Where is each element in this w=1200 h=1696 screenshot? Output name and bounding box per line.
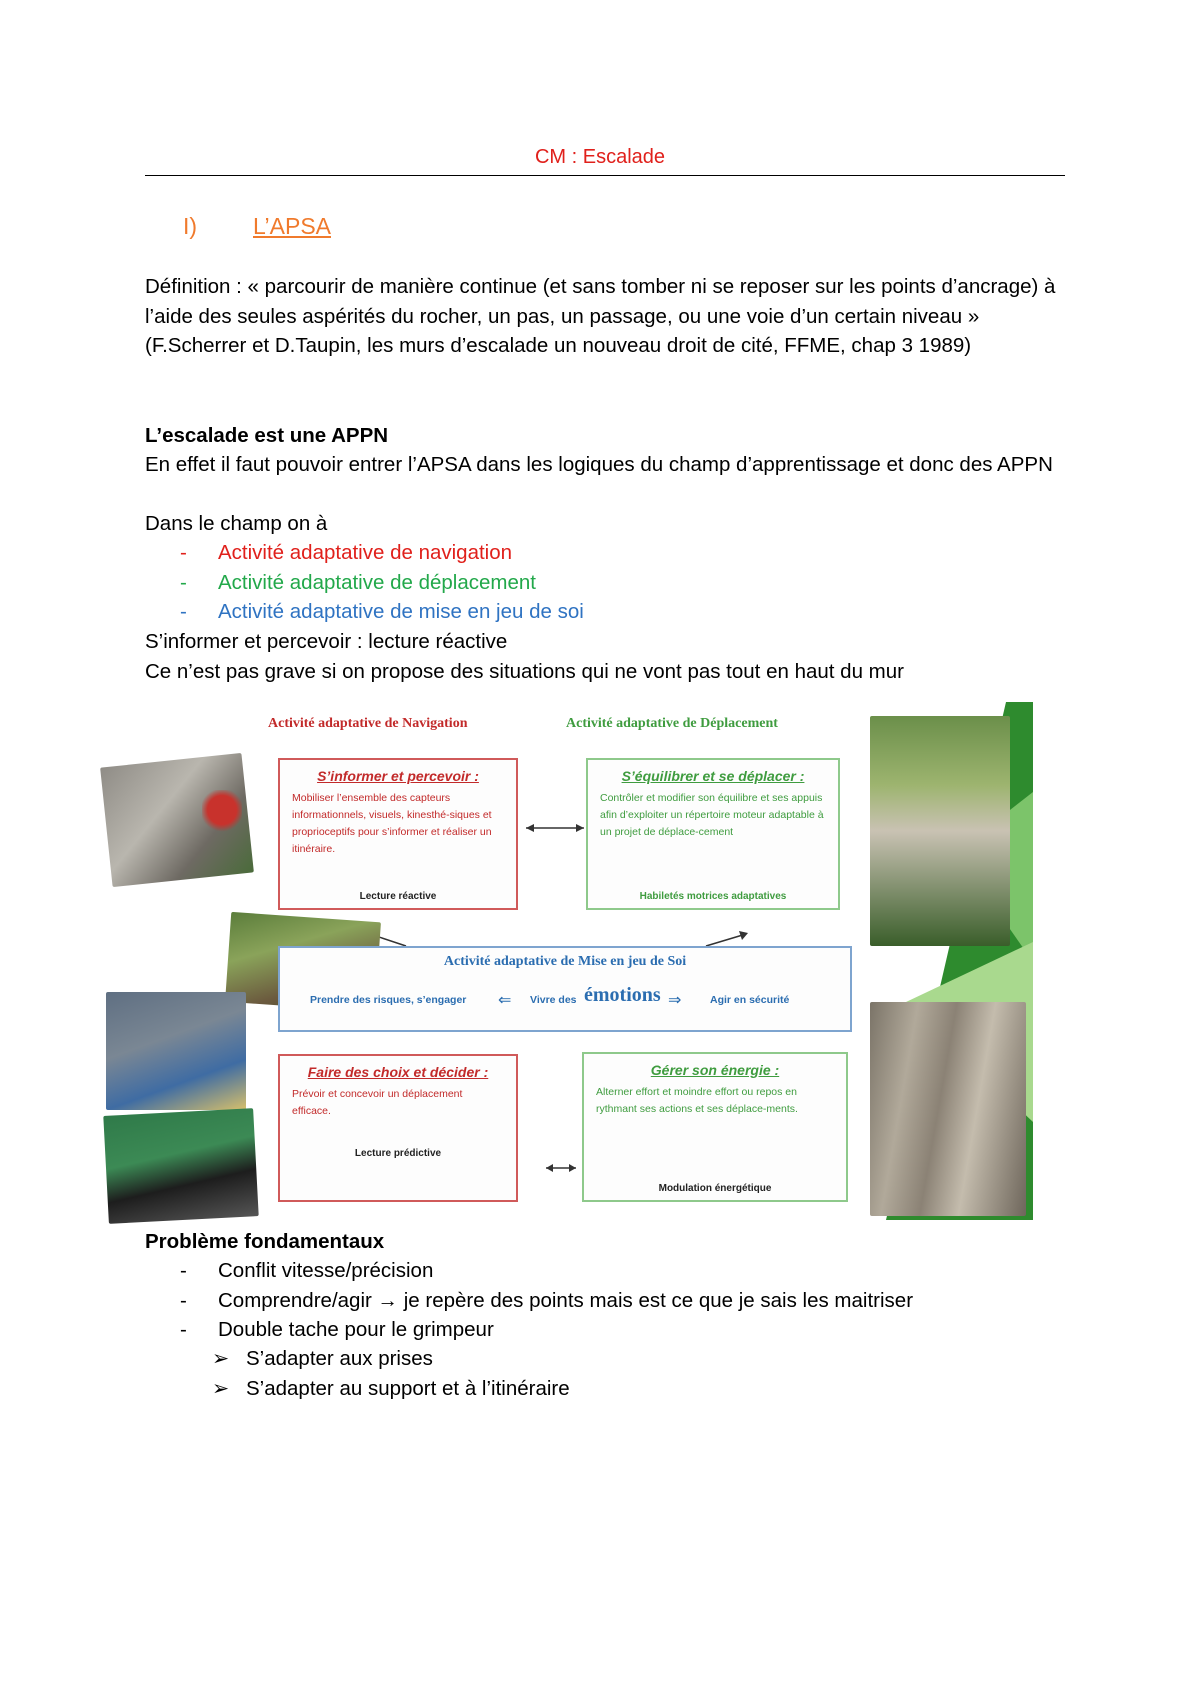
section-heading	[183, 213, 331, 240]
box-title: S’informer et percevoir :	[317, 768, 479, 784]
box-body: Contrôler et modifier son équilibre et ses appuis afin d’exploiter un répertoire moteur adaptable à un projet de déplace-cement	[600, 792, 824, 838]
box-title: Gérer son énergie :	[650, 1062, 780, 1078]
definition-paragraph: Définition : « parcourir de manière continue (et sans tomber ni se reposer sur les points d’ancrage) à l’aide des seules aspérités du rocher, un pas, un passage, ou une voie d’un certain niveau » (F.Scherrer et D.Taupin, les murs d’escalade un nouveau droit de cité, FFME, chap 3 1989)	[145, 275, 1056, 357]
activity-navigation: Activité adaptative de navigation	[218, 541, 513, 564]
problem-item: Comprendre/agir → je repère des points mais est ce que je sais les maitriser	[218, 1288, 914, 1312]
activity-list	[180, 538, 584, 627]
box-sequilibrer	[586, 758, 840, 910]
list-item: - Activité adaptative de mise en jeu de soi	[180, 600, 584, 623]
center-title: Activité adaptative de Mise en jeu de Soi	[443, 954, 687, 969]
arrow-left-icon: ⇐	[498, 992, 512, 1009]
head-deplacement: Activité adaptative de Déplacement	[566, 716, 778, 731]
center-right: Agir en sécurité	[710, 994, 790, 1006]
header-divider	[145, 175, 1065, 176]
box-sinformer	[278, 758, 518, 910]
box-gerer-energie	[582, 1052, 848, 1202]
box-mise-en-jeu	[278, 946, 852, 1032]
appn-line-2: Dans le champ on à	[145, 512, 328, 535]
appn-line-4: Ce n’est pas grave si on propose des situations qui ne vont pas tout en haut du mur	[145, 660, 904, 683]
head-navigation: Activité adaptative de Navigation	[268, 716, 468, 731]
list-item: - Double tache pour le grimpeur	[180, 1318, 494, 1341]
arrow-up-right	[706, 934, 746, 946]
list-item	[212, 1374, 570, 1404]
center-mid-pre: Vivre des	[530, 994, 577, 1006]
list-item	[212, 1344, 570, 1374]
activity-deplacement: Activité adaptative de déplacement	[218, 570, 536, 594]
arrow-right-icon: ⇒	[668, 992, 682, 1009]
box-body: Alterner effort et moindre effort ou repos en rythmant ses actions et ses déplace-ments.	[596, 1086, 798, 1115]
list-item: - Activité adaptative de navigation	[180, 541, 513, 564]
list-item: - Activité adaptative de déplacement	[180, 570, 536, 594]
box-footer: Lecture réactive	[359, 891, 437, 902]
appn-title: L’escalade est une APPN	[145, 424, 389, 447]
page-header: CM : Escalade	[534, 146, 666, 168]
list-item: - Conflit vitesse/précision	[180, 1259, 434, 1282]
problem-item: Double tache pour le grimpeur	[218, 1318, 494, 1341]
appn-line-1: En effet il faut pouvoir entrer l’APSA dans les logiques du champ d’apprentissage et donc des APPN	[145, 453, 1053, 476]
box-footer: Lecture prédictive	[354, 1148, 442, 1159]
box-title: S’équilibrer et se déplacer :	[621, 768, 805, 784]
photo-child-map	[106, 992, 246, 1110]
problems-sub-list	[212, 1344, 570, 1403]
center-mid-big: émotions	[584, 984, 661, 1006]
box-body: Mobiliser l’ensemble des capteurs informationnels, visuels, kinesthé-siques et proprioceptifs pour s’informer et réaliser un itinéraire.	[292, 792, 492, 855]
problem-item: Conflit vitesse/précision	[218, 1259, 434, 1282]
center-left: Prendre des risques, s’engager	[310, 994, 467, 1006]
box-title: Faire des choix et décider :	[307, 1064, 489, 1080]
problems-title: Problème fondamentaux	[145, 1230, 385, 1253]
photo-climber-red	[202, 790, 242, 840]
box-footer: Modulation énergétique	[658, 1183, 772, 1194]
section-number: I)	[183, 213, 198, 239]
photo-group	[103, 1108, 258, 1224]
appn-diagram-figure	[106, 702, 1033, 1220]
sub-item: S’adapter au support et à l’itinéraire	[246, 1376, 570, 1400]
box-faire-choix	[278, 1054, 518, 1202]
appn-line-3: S’informer et percevoir : lecture réactive	[145, 630, 508, 653]
photo-rock-face	[870, 1002, 1026, 1216]
box-body: Prévoir et concevoir un déplacement efficace.	[292, 1088, 463, 1117]
photo-runner	[870, 716, 1010, 946]
sub-item: S’adapter aux prises	[246, 1347, 433, 1370]
list-item: - Comprendre/agir → je repère des points mais est ce que je sais les maitriser	[180, 1288, 914, 1312]
arrowhead-bullet-icon: ➢	[212, 1347, 230, 1370]
section-title: L’APSA	[253, 213, 331, 239]
box-footer: Habiletés motrices adaptatives	[639, 891, 787, 902]
arrowhead-bullet-icon: ➢	[212, 1376, 230, 1400]
problems-list	[180, 1256, 913, 1345]
activity-mise-en-jeu: Activité adaptative de mise en jeu de soi	[218, 600, 584, 623]
